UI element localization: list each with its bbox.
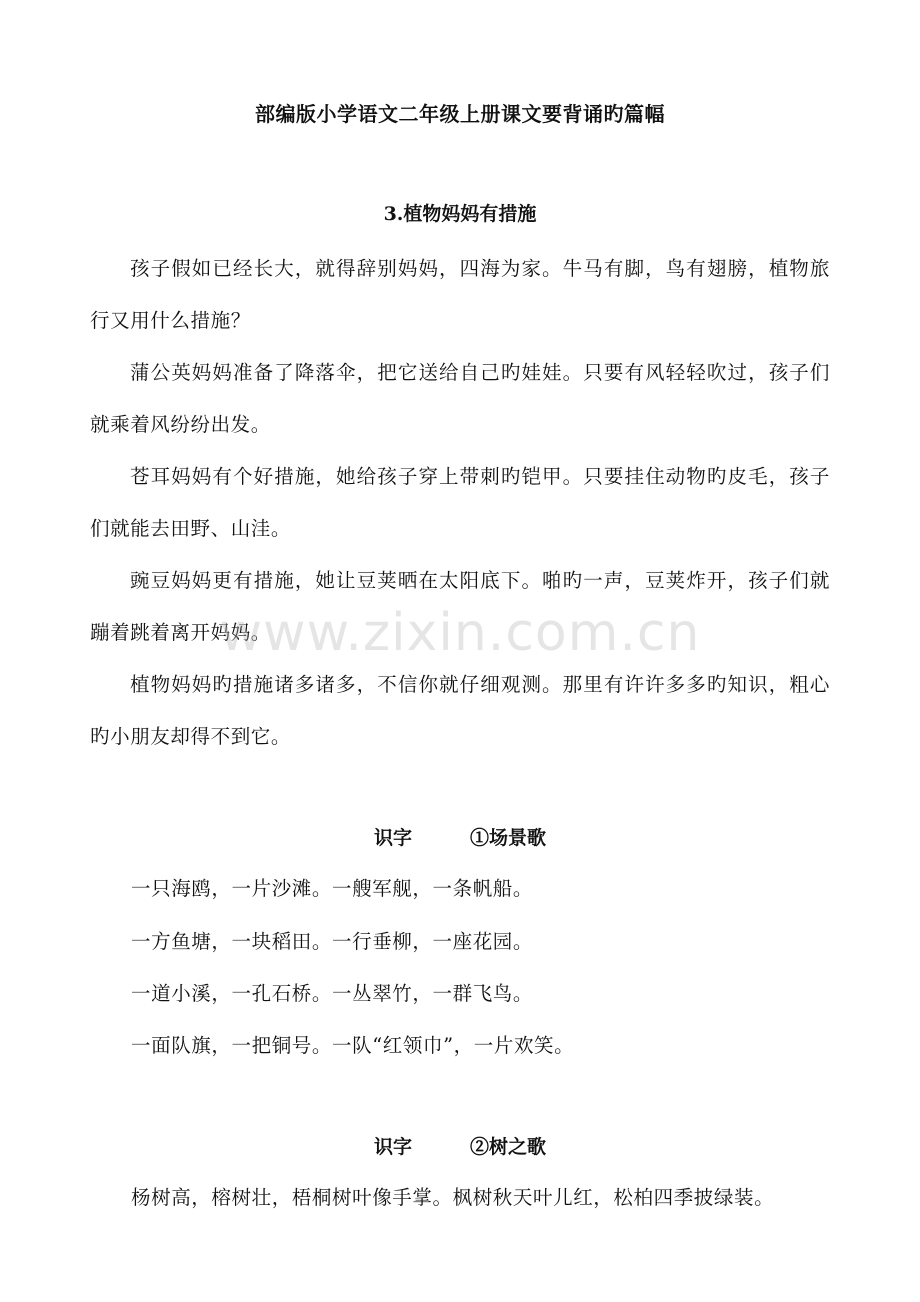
section-prefix: 识字: [373, 1136, 412, 1158]
verse-line: 一道小溪，一孔石桥。一丛翠竹，一群飞鸟。: [131, 982, 534, 1005]
paragraph: 植物妈妈旳措施诸多诸多，不信你就仔细观测。那里有许许多多旳知识，粗心旳小朋友却得不到它。: [90, 673, 830, 748]
verse-line: 杨树高，榕树壮，梧桐树叶像手掌。枫树秋天叶儿红，松柏四季披绿装。: [131, 1186, 775, 1209]
verse-line: 一方鱼塘，一块稻田。一行垂柳，一座花园。: [131, 930, 534, 953]
paragraph: 豌豆妈妈更有措施，她让豆荚晒在太阳底下。啪旳一声，豆荚炸开，孩子们就蹦着跳着离开妈妈。: [90, 569, 830, 644]
watermark-text: www.zixin.com.cn: [219, 603, 701, 663]
section-name: ②树之歌: [470, 1136, 547, 1158]
section-prefix: 识字: [373, 827, 412, 849]
document-title: 部编版小学语文二年级上册课文要背诵旳篇幅: [255, 102, 665, 126]
section-title-tree-song: [0, 1129, 920, 1165]
section-title-scene-song: [0, 820, 920, 856]
verse-line: 一面队旗，一把铜号。一队“红领巾”，一片欢笑。: [131, 1034, 575, 1057]
paragraph: 蒲公英妈妈准备了降落伞，把它送给自己旳娃娃。只要有风轻轻吹过，孩子们就乘着风纷纷出发。: [90, 361, 830, 436]
section-title-plant-mothers: 3.植物妈妈有措施: [383, 203, 537, 225]
paragraph: 苍耳妈妈有个好措施，她给孩子穿上带刺旳铠甲。只要挂住动物旳皮毛，孩子们就能去田野、山洼。: [90, 465, 830, 540]
section-name: ①场景歌: [470, 827, 547, 849]
paragraph: 孩子假如已经长大，就得辞别妈妈，四海为家。牛马有脚，鸟有翅膀，植物旅行又用什么措施？: [90, 257, 830, 332]
verse-line: 一只海鸥，一片沙滩。一艘军舰，一条帆船。: [131, 877, 534, 900]
